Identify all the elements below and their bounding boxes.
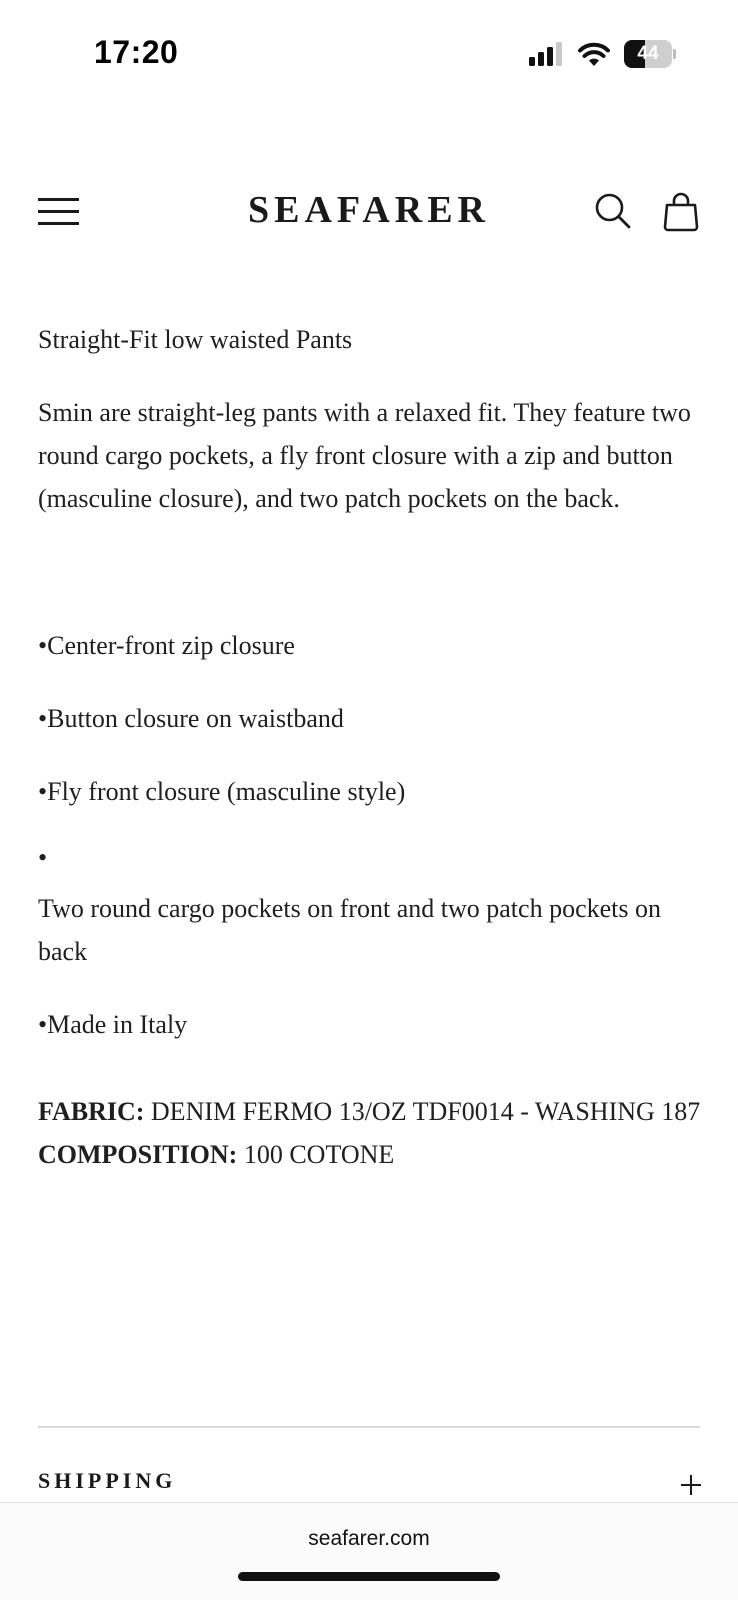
- browser-address-bar: [0, 1502, 738, 1600]
- shipping-label: SHIPPING: [38, 1468, 177, 1493]
- shopping-bag-icon[interactable]: [662, 192, 700, 232]
- brand-logo[interactable]: SEAFARER: [248, 189, 490, 231]
- feature-bullet: •Made in Italy: [38, 1010, 188, 1039]
- composition-value: 100 COTONE: [243, 1140, 395, 1169]
- status-bar: [0, 0, 738, 110]
- cellular-signal-icon: [529, 42, 565, 66]
- product-title: Straight-Fit low waisted Pants: [38, 325, 353, 354]
- feature-bullet: •Button closure on waistband: [38, 704, 344, 733]
- fabric-label: FABRIC:: [38, 1097, 145, 1126]
- product-description: [38, 318, 702, 1176]
- status-time: 17:20: [94, 34, 179, 70]
- fabric-details: [38, 1090, 702, 1176]
- feature-bullet: •Center-front zip closure: [38, 631, 295, 660]
- fabric-line: [38, 1090, 702, 1133]
- search-icon[interactable]: [594, 192, 632, 230]
- feature-bullet: Two round cargo pockets on front and two patch pockets on back: [38, 894, 661, 966]
- site-header: [0, 170, 738, 254]
- url-text[interactable]: seafarer.com: [308, 1527, 430, 1550]
- feature-bullet: •Fly front closure (masculine style): [38, 777, 406, 806]
- wifi-icon: [577, 40, 611, 68]
- composition-line: [38, 1133, 702, 1176]
- hamburger-menu-icon[interactable]: [38, 196, 80, 226]
- section-divider: [38, 1426, 700, 1428]
- home-indicator[interactable]: [238, 1572, 500, 1581]
- battery-icon: [624, 40, 676, 68]
- composition-label: COMPOSITION:: [38, 1140, 238, 1169]
- battery-percent: 44: [637, 43, 659, 64]
- fabric-value: DENIM FERMO 13/OZ TDF0014 - WASHING 187: [150, 1097, 701, 1126]
- shipping-accordion[interactable]: [38, 1460, 702, 1504]
- product-description-text: Smin are straight-leg pants with a relaxed fit. They feature two round cargo pockets, a fly front closure with a zip and button (masculine closure), and two patch pockets on the back.: [38, 398, 691, 513]
- feature-bullet: •: [38, 843, 48, 872]
- plus-icon[interactable]: [680, 1474, 702, 1496]
